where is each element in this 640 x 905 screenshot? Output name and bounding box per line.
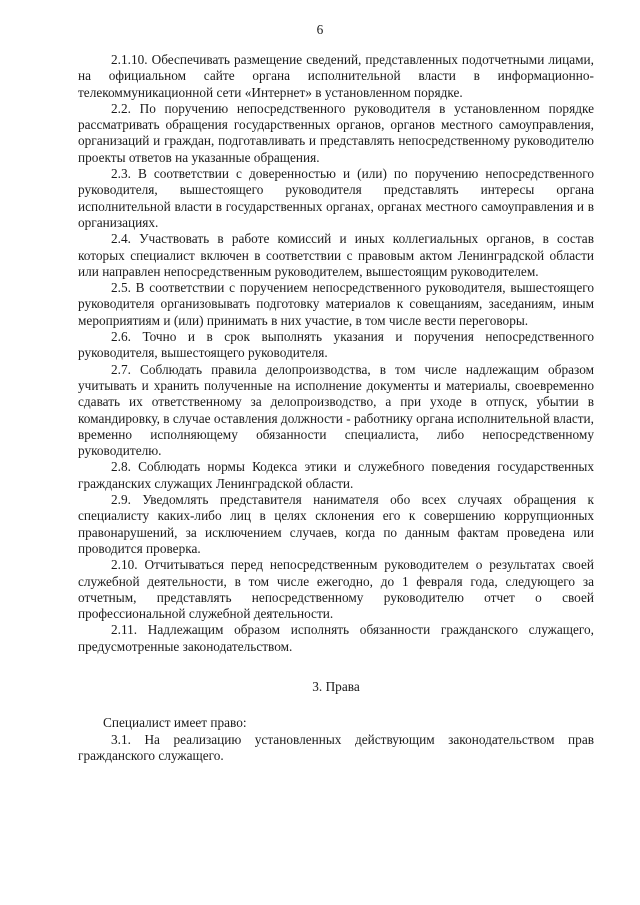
- document-body: [78, 52, 594, 764]
- paragraph-3-1: 3.1. На реализацию установленных действующим законодательством прав гражданского служащего.: [78, 731, 594, 763]
- paragraph-2-9: 2.9. Уведомлять представителя нанимателя обо всех случаях обращения к специалисту каких-либо лиц в целях склонения его к совершению коррупционных правонарушений, за исключением случаев, когда по данным фактам проведена или проводится проверка.: [78, 492, 594, 556]
- paragraph-2-11: 2.11. Надлежащим образом исполнять обязанности гражданского служащего, предусмотренные законодательством.: [78, 622, 594, 654]
- page-number: 6: [316, 22, 324, 37]
- paragraph-2-1-10: 2.1.10. Обеспечивать размещение сведений, представленных подотчетными лицами, на официальном сайте органа исполнительной власти в информационно-телекоммуникационной сети «Интернет» в установленном порядке.: [78, 52, 594, 100]
- paragraph-2-3: 2.3. В соответствии с доверенностью и (или) по поручению непосредственного руководителя, вышестоящего руководителя представлять интересы органа исполнительной власти в государственных органах, органах местного самоуправления и в организациях.: [78, 166, 594, 230]
- section-lead: Специалист имеет право:: [103, 715, 247, 731]
- paragraph-2-5: 2.5. В соответствии с поручением непосредственного руководителя, вышестоящего руководителя организовывать подготовку материалов к совещаниям, заседаниям, иным мероприятиям и (или) принимать в них участие, в том числе вести переговоры.: [78, 280, 594, 328]
- paragraph-2-2: 2.2. По поручению непосредственного руководителя в установленном порядке рассматривать обращения государственных органов, органов местного самоуправления, организаций и граждан, подготавливать и представлять непосредственному руководителю проекты ответов на указанные обращения.: [78, 100, 594, 165]
- section-heading: 3. Права: [312, 678, 360, 694]
- paragraph-2-7: 2.7. Соблюдать правила делопроизводства, в том числе надлежащим образом учитывать и хранить полученные на исполнение документы и материалы, своевременно сдавать их ответственному за делопроизводство, а при уходе в отпуск, убытии в командировку, в случае оставления должности - работнику органа исполнительной власти, временно исполняющему обязанности специалиста, либо непосредственному руководителю.: [78, 361, 594, 459]
- paragraph-2-6: 2.6. Точно и в срок выполнять указания и поручения непосредственного руководителя, вышестоящего руководителя.: [78, 329, 594, 361]
- paragraph-2-4: 2.4. Участвовать в работе комиссий и иных коллегиальных органов, в состав которых специалист включен в соответствии с правовым актом Ленинградской области или направлен непосредственным руководителем, вышестоящим руководителем.: [78, 231, 594, 279]
- paragraph-2-10: 2.10. Отчитываться перед непосредственным руководителем о результатах своей служебной деятельности, в том числе ежегодно, до 1 февраля года, следующего за отчетным, представлять непосредственному руководителю отчет о своей профессиональной служебной деятельности.: [78, 557, 594, 622]
- paragraph-2-8: 2.8. Соблюдать нормы Кодекса этики и служебного поведения государственных гражданских служащих Ленинградской области.: [78, 459, 594, 491]
